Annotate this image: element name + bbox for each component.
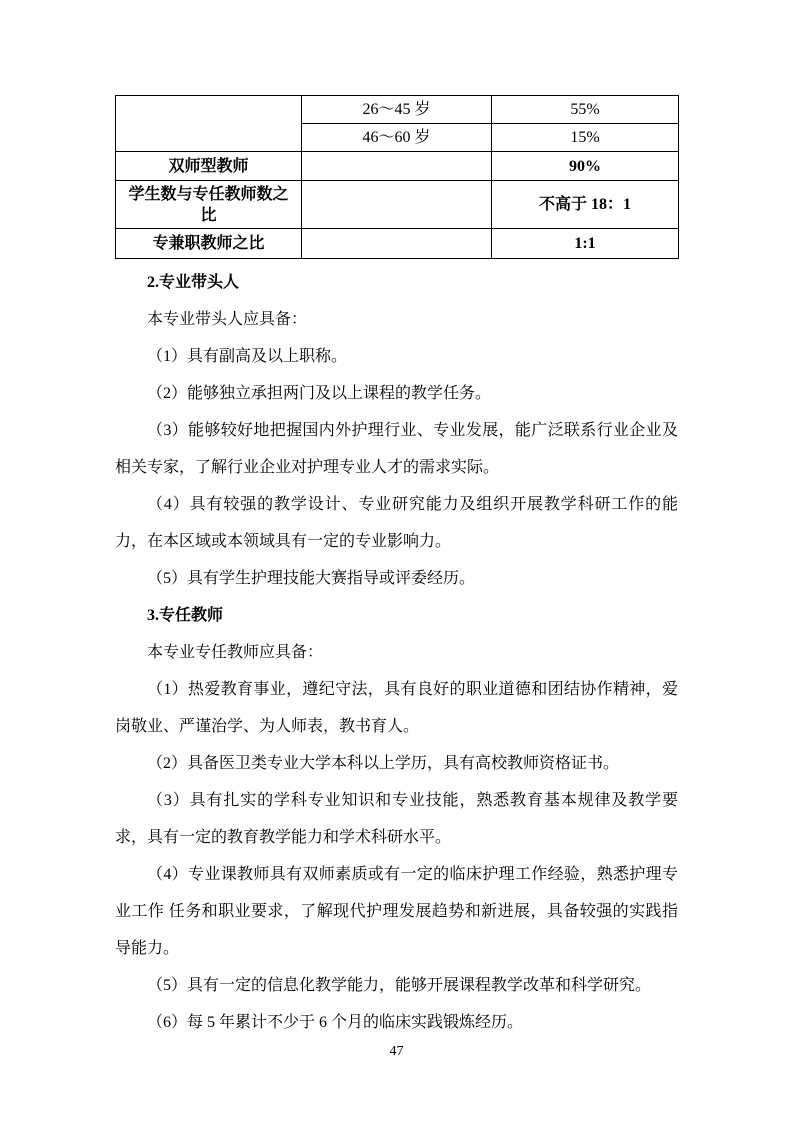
table-cell-category: 专兼职教师之比 [116, 229, 302, 259]
paragraph: （4）具有较强的教学设计、专业研究能力及组织开展教学科研工作的能力，在本区域或本领域具有一定的专业影响力。 [115, 496, 678, 550]
paragraph: （2）具备医卫类专业大学本科以上学历，具有高校教师资格证书。 [147, 755, 620, 772]
table-row [116, 229, 679, 259]
table-row [116, 152, 679, 181]
table-cell-percentage: 55% [492, 96, 679, 124]
table-cell-category [116, 96, 302, 152]
paragraph: （5）具有学生护理技能大赛指导或评委经历。 [147, 570, 476, 587]
paragraph: 本专业带头人应具备： [147, 311, 308, 328]
table-cell-value: 90% [492, 152, 679, 181]
section-heading-leader: 2.专业带头人 [147, 274, 240, 291]
paragraph: （4）专业课教师具有双师素质或有一定的临床护理工作经验，熟悉护理专业工作 任务和职业要求，了解现代护理发展趋势和新进展，具备较强的实践指导能力。 [115, 866, 678, 957]
paragraph: 本专业专任教师应具备： [147, 644, 324, 661]
table-cell-percentage: 15% [492, 124, 679, 152]
page-number: 47 [389, 1044, 404, 1059]
table-row [116, 181, 679, 229]
table-cell-empty [302, 181, 492, 229]
section-heading-fulltime-teachers: 3.专任教师 [147, 607, 224, 624]
body-text [115, 264, 678, 1041]
paragraph: （3）能够较好地把握国内外护理行业、专业发展，能广泛联系行业企业及相关专家，了解行业企业对护理专业人才的需求实际。 [115, 422, 678, 476]
table-cell-empty [302, 152, 492, 181]
table-cell-value: 1:1 [492, 229, 679, 259]
paragraph: （3）具有扎实的学科专业知识和专业技能，熟悉教育基本规律及教学要求，具有一定的教育教学能力和学术科研水平。 [115, 792, 678, 846]
paragraph: （6）每 5 年累计不少于 6 个月的临床实践锻炼经历。 [147, 1014, 524, 1031]
table-cell-age-range: 26～45 岁 [302, 96, 492, 124]
table-cell-value: 不高于 18：1 [492, 181, 679, 229]
paragraph: （5）具有一定的信息化教学能力，能够开展课程教学改革和科学研究。 [147, 977, 652, 994]
indicator-table [115, 95, 679, 259]
table-cell-category: 学生数与专任教师数之比 [116, 181, 302, 229]
paragraph: （1）具有副高及以上职称。 [147, 348, 348, 365]
table-cell-empty [302, 229, 492, 259]
table-row [116, 96, 679, 124]
paragraph: （2）能够独立承担两门及以上课程的教学任务。 [147, 385, 492, 402]
paragraph: （1）热爱教育事业，遵纪守法，具有良好的职业道德和团结协作精神，爱岗敬业、严谨治学、为人师表，教书育人。 [115, 681, 678, 735]
table-cell-age-range: 46～60 岁 [302, 124, 492, 152]
table-cell-category: 双师型教师 [116, 152, 302, 181]
page-content [115, 95, 678, 1041]
